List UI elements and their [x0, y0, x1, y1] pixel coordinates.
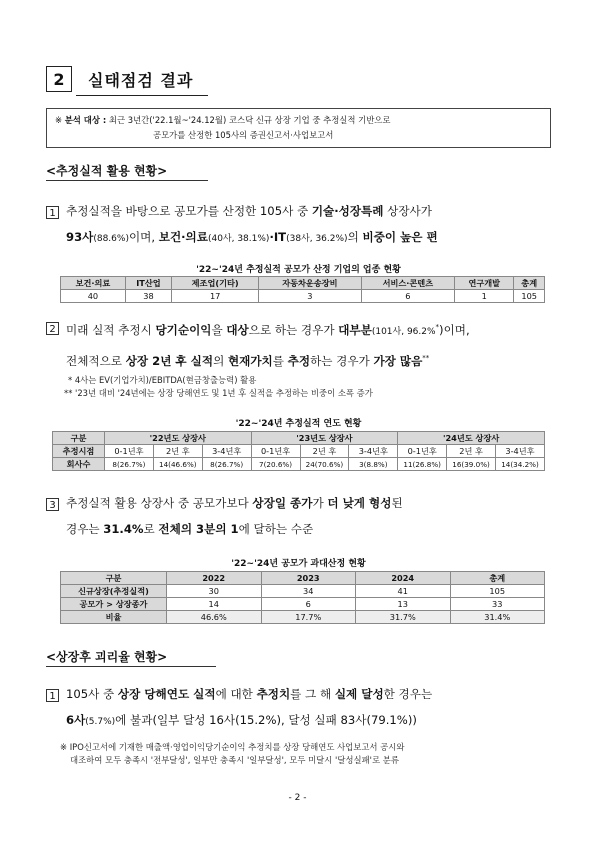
text-run-small: (40사, 38.1%) [207, 234, 270, 244]
table-header-cell: 구분 [61, 572, 167, 585]
table-3-caption: '22~'24년 공모가 과대산정 현황 [231, 559, 366, 569]
text-run: 한 경우는 [383, 687, 433, 701]
text-run: 경우는 [66, 522, 104, 536]
subsection-underline [46, 666, 216, 667]
footnote-1: * 4사는 EV(기업가치)/EBITDA(현금창출능력) 활용 [68, 375, 257, 385]
table-cell: 16(39.0%) [447, 458, 496, 471]
table-cell: 14(46.6%) [153, 458, 202, 471]
table-header-cell: 2022 [167, 572, 262, 585]
table-row-label: 회사수 [53, 458, 105, 471]
text-run: 이며, [128, 230, 159, 244]
page-number: - 2 - [288, 793, 307, 803]
table-cell: 33 [450, 598, 545, 611]
text-run: 된 [391, 496, 403, 510]
text-run-bold: 대상 [226, 322, 249, 337]
text-run: 105사 중 [66, 687, 118, 701]
text-run-bold: 전체의 3분의 1 [158, 522, 239, 536]
text-run: 로 [143, 522, 159, 536]
text-run-small: (101사, 96.2% [371, 326, 436, 337]
item-number-box: 2 [46, 322, 59, 335]
text-run: 에 불과(일부 달성 16사(15.2%), 달성 실패 83사(79.1%)) [115, 713, 417, 727]
text-run-bold: 실제 달성 [334, 687, 384, 701]
overpricing-table [60, 571, 545, 624]
text-run-bold: 93사 [66, 230, 94, 244]
table-cell: 3-4년후 [349, 445, 398, 458]
text-run: 으로 하는 경우가 [248, 322, 339, 337]
table-header-cell: 제조업(기타) [172, 277, 259, 290]
table-1-caption: '22~'24년 추정실적 공모가 산정 기업의 업종 현황 [196, 265, 401, 275]
table-cell: 6 [361, 290, 455, 303]
text-run-bold: 현재가치 [227, 353, 273, 368]
table-cell: 38 [125, 290, 171, 303]
item-number-box: 1 [46, 206, 59, 219]
text-run-small: (5.7%) [85, 717, 116, 727]
note-line-1: IPO신고서에 기재한 매출액·영업이익당기순이익 추정치를 상장 당해연도 사업보고서 공시와 [69, 742, 405, 752]
text-run-small: (88.6%) [93, 234, 129, 244]
table-cell: 13 [356, 598, 451, 611]
table-header-cell: 구분 [53, 432, 105, 445]
item-number-box: 3 [46, 498, 59, 511]
footnote-marker: ** [422, 353, 430, 362]
table-header-row [61, 277, 545, 290]
text-run: 를 [272, 353, 288, 368]
table-cell: 14(34.2%) [496, 458, 545, 471]
table-cell: 0-1년후 [251, 445, 300, 458]
table-cell: 0-1년후 [105, 445, 154, 458]
table-row-label: 비율 [61, 611, 167, 624]
item-3-text [66, 490, 561, 542]
text-run-bold: 6사 [66, 713, 86, 727]
table-2-caption: '22~'24년 추정실적 연도 현황 [235, 419, 362, 429]
text-run-bold: 상장 2년 후 실적 [125, 353, 214, 368]
table-header-row [53, 432, 545, 445]
table-cell: 14 [167, 598, 262, 611]
table-row [61, 290, 545, 303]
table-cell: 31.7% [356, 611, 451, 624]
table-cell: 8(26.7%) [202, 458, 251, 471]
text-run: 추정실적을 바탕으로 공모가를 산정한 105사 중 [66, 204, 312, 218]
table-cell: 11(26.8%) [398, 458, 447, 471]
text-run-small: (38사, 36.2%) [286, 234, 348, 244]
section-title-underline [76, 95, 208, 96]
table-cell: 0-1년후 [398, 445, 447, 458]
table-row-label: 추정시점 [53, 445, 105, 458]
subsection-title-estimates: <추정실적 활용 현황> [46, 164, 168, 178]
table-cell: 7(20.6%) [251, 458, 300, 471]
table-cell: 3 [259, 290, 361, 303]
table-row [53, 458, 545, 471]
section-title: 실태점검 결과 [88, 71, 194, 90]
text-run: 을 [211, 322, 227, 337]
table-row-label: 신규상장(추정실적) [61, 585, 167, 598]
table-cell: 3-4년후 [202, 445, 251, 458]
table-cell: 40 [61, 290, 126, 303]
text-run-bold: 가장 많음 [373, 353, 423, 368]
note-prefix: ※ [60, 742, 68, 752]
table-header-cell: '23년도 상장사 [251, 432, 398, 445]
text-run-bold: IT [273, 230, 287, 244]
scope-line-1 [55, 113, 550, 128]
table-cell: 17 [172, 290, 259, 303]
text-run: )이며, [439, 322, 470, 337]
text-run: 상장사가 [383, 204, 432, 218]
text-run-bold: 기술·성장특례 [311, 204, 384, 218]
table-cell: 30 [167, 585, 262, 598]
text-run: 미래 실적 추정시 [66, 322, 156, 337]
text-run-bold: 더 낮게 형성 [327, 496, 392, 510]
table-cell: 8(26.7%) [105, 458, 154, 471]
footnote-2: ** '23년 대비 '24년에는 상장 당해연도 및 1년 후 실적을 추정하는 비중이 소폭 증가 [64, 388, 373, 398]
table-cell: 2년 후 [153, 445, 202, 458]
table-header-cell: 자동차운송장비 [259, 277, 361, 290]
table-header-cell: '24년도 상장사 [398, 432, 545, 445]
table-header-cell: 보건·의료 [61, 277, 126, 290]
section-number: 2 [46, 66, 72, 92]
subsection-underline [46, 180, 208, 181]
text-run-bold: 당기순이익 [155, 322, 212, 337]
table-cell: 2년 후 [300, 445, 349, 458]
table-header-cell: 연구개발 [455, 277, 514, 290]
table-cell: 105 [450, 585, 545, 598]
scope-prefix: ※ [55, 115, 63, 125]
text-run-bold: 비중이 높은 편 [362, 230, 438, 244]
table-header-cell: 2023 [261, 572, 356, 585]
note-line-2: 대조하여 모두 충족시 '전부달성', 일부만 충족시 '일부달성', 모두 미달시 '달성실패'로 분류 [70, 755, 399, 765]
text-run: 하는 경우가 [310, 353, 374, 368]
analysis-scope-box [46, 108, 551, 148]
item-1-text [66, 198, 561, 252]
text-run: 에 달하는 수준 [238, 522, 314, 536]
table-header-cell: 총계 [514, 277, 545, 290]
subsection-title-deviation: <상장후 괴리율 현황> [46, 650, 168, 664]
text-run-bold: 상장 당해연도 실적 [117, 687, 216, 701]
text-run: 전체적으로 [66, 353, 126, 368]
industry-table [60, 276, 545, 303]
table-cell: 3(8.8%) [349, 458, 398, 471]
table-header-cell: IT산업 [125, 277, 171, 290]
text-run: 에 대한 [215, 687, 257, 701]
table-cell: 24(70.6%) [300, 458, 349, 471]
text-run: 가 [312, 496, 328, 510]
text-run: 추정실적 활용 상장사 중 공모가보다 [66, 496, 253, 510]
text-run-bold: 상장일 종가 [252, 496, 313, 510]
table-cell: 2년 후 [447, 445, 496, 458]
text-run-bold: 대부분 [338, 322, 372, 337]
table-row [61, 611, 545, 624]
table-cell: 46.6% [167, 611, 262, 624]
item-number-box: 1 [46, 689, 59, 702]
table-header-cell: 총계 [450, 572, 545, 585]
table-cell: 6 [261, 598, 356, 611]
table-cell: 105 [514, 290, 545, 303]
table-header-cell: 2024 [356, 572, 451, 585]
table-cell: 17.7% [261, 611, 356, 624]
text-run: 의 [347, 230, 363, 244]
table-header-cell: '22년도 상장사 [105, 432, 252, 445]
item-4-text [66, 681, 561, 735]
text-run-bold: 추정치 [256, 687, 291, 701]
table-header-row [61, 572, 545, 585]
table-cell: 34 [261, 585, 356, 598]
item-2-text [66, 314, 566, 374]
table-header-cell: 서비스·콘텐츠 [361, 277, 455, 290]
estimate-year-table [52, 431, 545, 471]
table-cell: 1 [455, 290, 514, 303]
table-row [61, 585, 545, 598]
table-row [53, 445, 545, 458]
text-run-bold: 31.4% [103, 522, 144, 536]
text-run-bold: · [269, 230, 274, 244]
scope-label: 분석 대상 : [64, 115, 107, 125]
table-cell: 3-4년후 [496, 445, 545, 458]
scope-text-2: 공모가를 산정한 105사의 증권신고서·사업보고서 [153, 130, 334, 140]
table-cell: 31.4% [450, 611, 545, 624]
table-cell: 41 [356, 585, 451, 598]
text-run-bold: 추정 [287, 353, 311, 368]
text-run: 를 그 해 [290, 687, 335, 701]
classification-note [60, 741, 560, 767]
text-run: 의 [213, 353, 228, 368]
footnote-marker: * [435, 323, 440, 331]
table-row [61, 598, 545, 611]
table-row-label: 공모가 > 상장종가 [61, 598, 167, 611]
text-run-bold: 보건·의료 [158, 230, 208, 244]
scope-text-1: 최근 3년간('22.1월~'24.12월) 코스닥 신규 상장 기업 중 추정실적 기반으로 [108, 115, 391, 125]
